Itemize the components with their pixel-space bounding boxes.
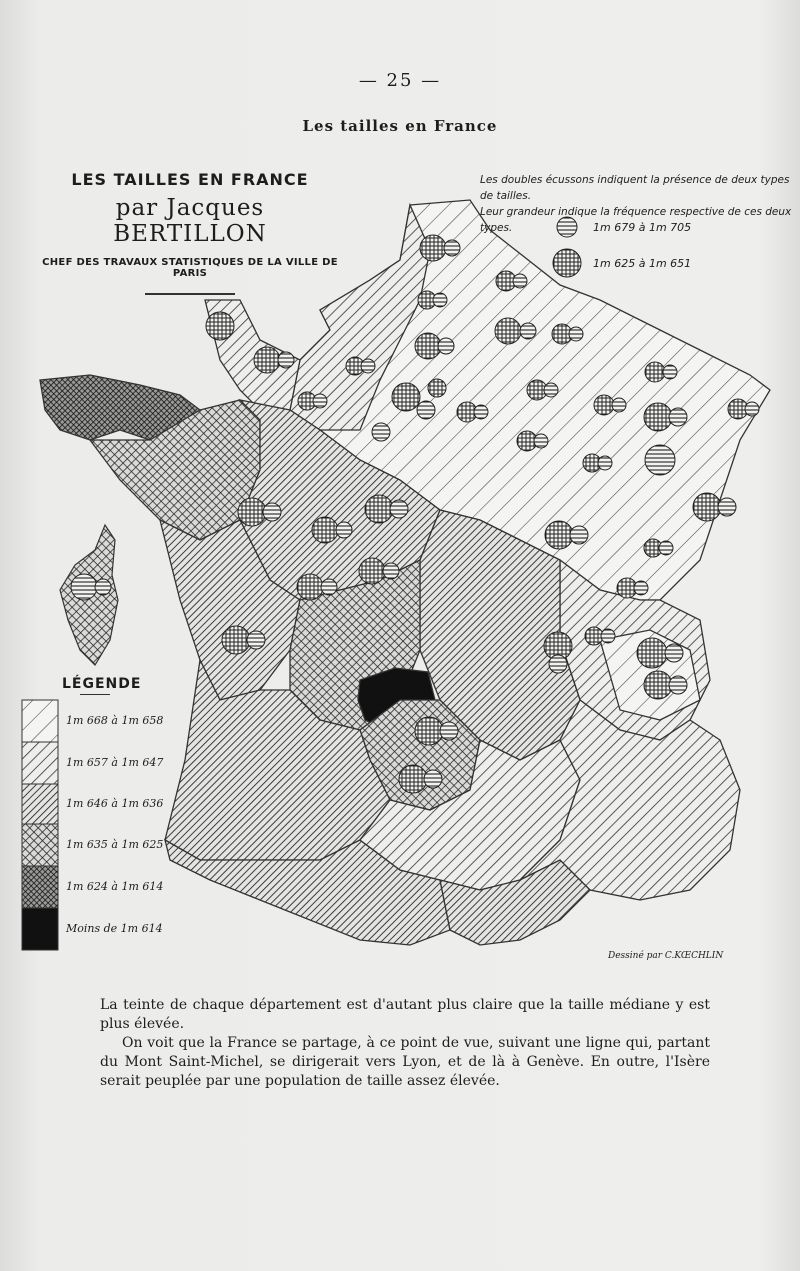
legend-swatch-4 bbox=[22, 824, 58, 866]
mainland-regions bbox=[40, 200, 770, 945]
escutcheon-pair bbox=[583, 454, 612, 472]
map-credit: Dessiné par C.KŒCHLIN bbox=[608, 951, 724, 961]
legend-label-3: 1m 646 à 1m 636 bbox=[66, 797, 164, 810]
legend-swatch-5 bbox=[22, 866, 58, 908]
legend-swatch-3 bbox=[22, 784, 58, 824]
note-line-1: Les doubles écussons indiquent la présence de deux types de tailles. bbox=[480, 174, 790, 202]
escutcheon-pair bbox=[517, 431, 548, 451]
escutcheon-pair bbox=[585, 627, 615, 645]
caption-paragraph-1: La teinte de chaque département est d'autant plus claire que la taille médiane y est plus élevée. bbox=[100, 997, 710, 1032]
legend-rule bbox=[80, 694, 110, 695]
escutcheon-pair bbox=[645, 445, 675, 475]
escutcheon-pair bbox=[206, 312, 234, 340]
escutcheon-note bbox=[480, 172, 792, 270]
large-escutcheon-label: 1m 625 à 1m 651 bbox=[593, 257, 692, 270]
escutcheon-pair bbox=[372, 423, 390, 441]
legend-swatches bbox=[22, 700, 58, 950]
legend-label-2: 1m 657 à 1m 647 bbox=[66, 756, 164, 769]
legend-label-4: 1m 635 à 1m 625 bbox=[66, 838, 164, 851]
escutcheon-pair bbox=[693, 493, 736, 521]
caption-text bbox=[100, 996, 710, 1091]
running-head: Les tailles en France bbox=[302, 117, 498, 135]
escutcheon-pair bbox=[644, 539, 673, 557]
small-escutcheon-label: 1m 679 à 1m 705 bbox=[593, 221, 692, 234]
page-number: — 25 — bbox=[358, 70, 442, 91]
legend-swatch-6 bbox=[22, 908, 58, 950]
legend-title: LÉGENDE bbox=[62, 676, 142, 692]
legend-label-6: Moins de 1m 614 bbox=[66, 922, 163, 935]
legend-label-5: 1m 624 à 1m 614 bbox=[66, 880, 164, 893]
large-escutcheon-example bbox=[553, 249, 581, 277]
legend-swatch-2 bbox=[22, 742, 58, 784]
legend-swatch-1 bbox=[22, 700, 58, 742]
escutcheon-pair bbox=[428, 379, 446, 397]
escutcheon-pair bbox=[594, 395, 626, 415]
escutcheon-pair bbox=[617, 578, 648, 598]
note-line-2: Leur grandeur indique la fréquence respective de ces deux types. bbox=[480, 206, 792, 234]
caption-paragraph-2: On voit que la France se partage, à ce point de vue, suivant une ligne qui, partant du Mont Saint-Michel, se dirigerait vers Lyon, et de là à Genève. En outre, l'Isère serait peuplée par une population de taille assez élevée. bbox=[100, 1035, 710, 1089]
escutcheon-pair bbox=[418, 291, 447, 309]
escutcheon-pair bbox=[457, 402, 488, 422]
legend-label-1: 1m 668 à 1m 658 bbox=[66, 714, 164, 727]
title-rule bbox=[145, 293, 235, 295]
map-title: LES TAILLES EN FRANCE bbox=[71, 170, 309, 189]
escutcheon-pair bbox=[346, 357, 375, 375]
author-role: CHEF DES TRAVAUX STATISTIQUES DE LA VILLE DE PARIS bbox=[42, 257, 338, 279]
escutcheon-pair bbox=[527, 380, 558, 400]
escutcheon-pair bbox=[298, 392, 327, 410]
map-author: par Jacques BERTILLON bbox=[113, 195, 267, 247]
escutcheon-pair bbox=[496, 271, 527, 291]
map-title-block bbox=[40, 170, 340, 295]
escutcheon-pair bbox=[728, 399, 759, 419]
escutcheon-pair bbox=[645, 362, 677, 382]
escutcheon-pair bbox=[552, 324, 583, 344]
